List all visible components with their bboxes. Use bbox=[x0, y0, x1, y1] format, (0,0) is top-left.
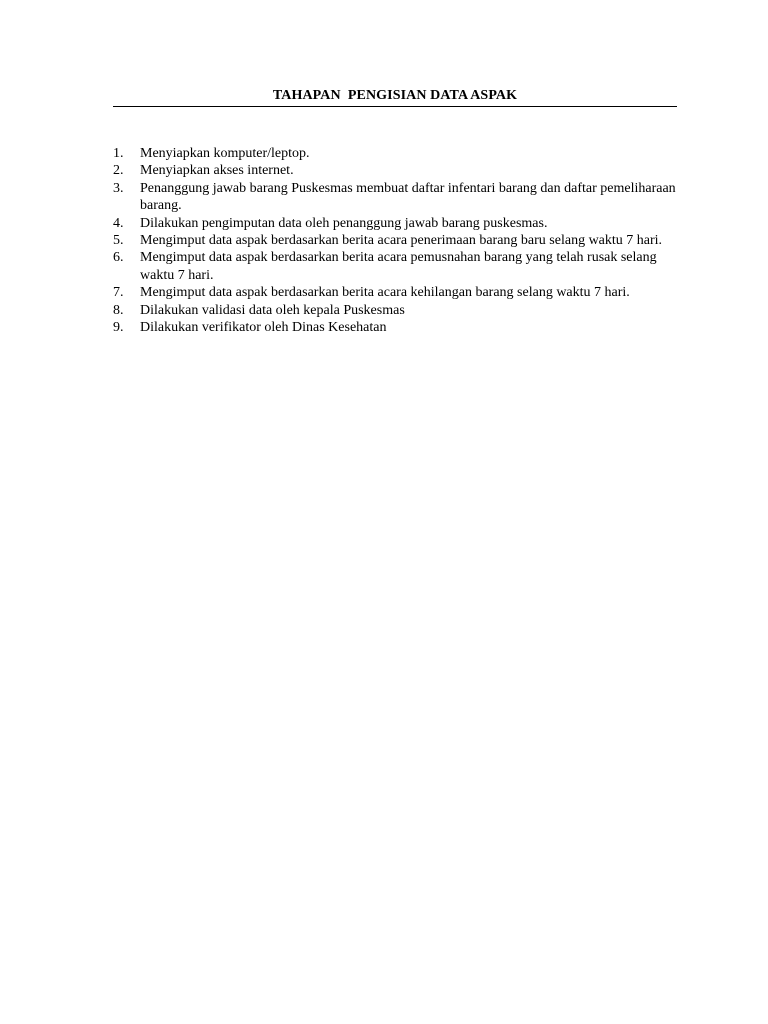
list-item bbox=[113, 249, 683, 284]
step-number: 3. bbox=[113, 180, 124, 196]
step-text: Menyiapkan komputer/leptop. bbox=[140, 146, 310, 161]
step-text: Penanggung jawab barang Puskesmas membuat daftar infentari barang dan daftar pemeliharaan barang. bbox=[140, 180, 676, 214]
step-text: Menyiapkan akses internet. bbox=[140, 163, 294, 179]
list-item bbox=[113, 145, 683, 162]
list-item bbox=[113, 215, 683, 232]
step-text: Mengimput data aspak berdasarkan berita acara kehilangan barang selang waktu 7 hari. bbox=[140, 285, 630, 301]
list-item bbox=[113, 319, 683, 336]
step-number: 1. bbox=[113, 146, 124, 161]
document-title: TAHAPAN PENGISIAN DATA ASPAK bbox=[272, 88, 518, 103]
step-text: Dilakukan validasi data oleh kepala Puskesmas bbox=[140, 302, 405, 318]
steps-list bbox=[113, 145, 683, 336]
list-item bbox=[113, 302, 683, 319]
list-item bbox=[113, 162, 683, 179]
step-text: Mengimput data aspak berdasarkan berita acara penerimaan barang baru selang waktu 7 hari. bbox=[140, 233, 663, 249]
list-item bbox=[113, 232, 683, 249]
title-underline bbox=[113, 106, 677, 107]
step-text: Dilakukan verifikator oleh Dinas Kesehatan bbox=[140, 320, 387, 336]
step-number: 6. bbox=[113, 250, 124, 266]
step-number: 5. bbox=[113, 233, 124, 249]
step-number: 9. bbox=[113, 320, 124, 336]
step-number: 8. bbox=[113, 302, 124, 318]
step-number: 7. bbox=[113, 285, 124, 301]
list-item bbox=[113, 284, 683, 301]
step-text: Dilakukan pengimputan data oleh penanggung jawab barang puskesmas. bbox=[140, 215, 548, 231]
step-text: Mengimput data aspak berdasarkan berita acara pemusnahan barang yang telah rusak selang waktu 7 hari. bbox=[140, 250, 657, 283]
list-item bbox=[113, 180, 683, 215]
step-number: 2. bbox=[113, 163, 124, 179]
step-number: 4. bbox=[113, 215, 124, 231]
